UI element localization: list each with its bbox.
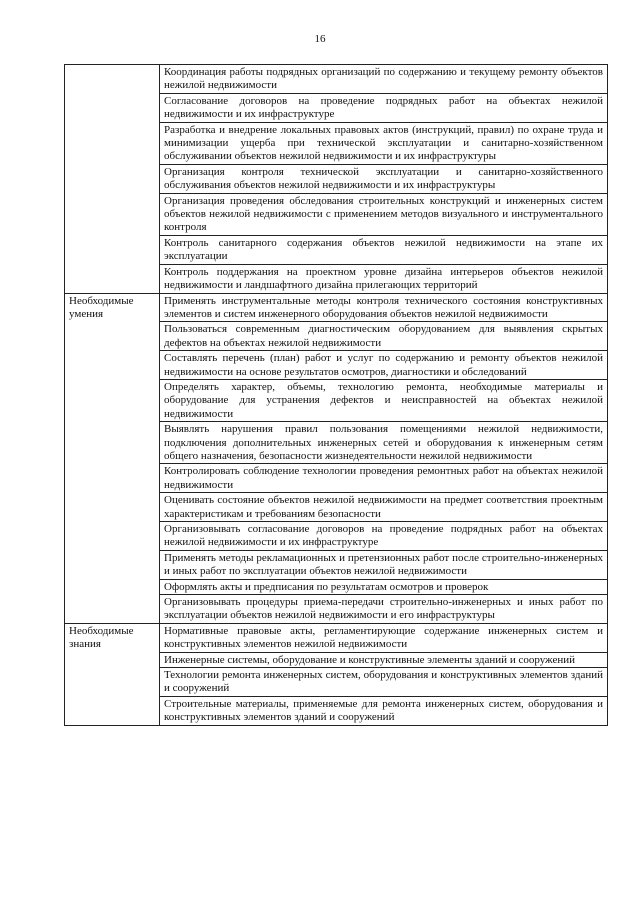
table-row bbox=[65, 623, 608, 652]
requirement-item: Пользоваться современным диагностическим оборудованием для выявления скрытых дефектов на объектах нежилой недвижимости bbox=[160, 322, 608, 351]
requirement-item: Координация работы подрядных организаций по содержанию и текущему ремонту объектов нежилой недвижимости bbox=[160, 65, 608, 94]
section-label: Необходимые знания bbox=[65, 623, 160, 725]
page-number: 16 bbox=[314, 33, 326, 45]
qualification-table bbox=[64, 64, 608, 726]
requirement-item: Организация контроля технической эксплуатации и санитарно-хозяйственного обслуживания объектов нежилой недвижимости и их инфраструктуры bbox=[160, 164, 608, 193]
requirement-item: Контроль санитарного содержания объектов нежилой недвижимости на этапе их эксплуатации bbox=[160, 235, 608, 264]
requirement-item: Оформлять акты и предписания по результатам осмотров и проверок bbox=[160, 579, 608, 594]
requirement-item: Нормативные правовые акты, регламентирующие содержание инженерных систем и конструктивных элементов нежилой недвижимости bbox=[160, 623, 608, 652]
requirement-item: Разработка и внедрение локальных правовых актов (инструкций, правил) по охране труда и минимизации ущерба при технической эксплуатации и санитарно-хозяйственном обслуживании объектов нежилой недвижимости и их инфраструктуры bbox=[160, 122, 608, 164]
requirement-item: Организовывать согласование договоров на проведение подрядных работ на объектах нежилой недвижимости и их инфраструктуре bbox=[160, 522, 608, 551]
requirement-item: Строительные материалы, применяемые для ремонта инженерных систем, оборудования и конструктивных элементов зданий и сооружений bbox=[160, 696, 608, 725]
requirement-item: Технологии ремонта инженерных систем, оборудования и конструктивных элементов зданий и сооружений bbox=[160, 668, 608, 697]
requirement-item: Применять инструментальные методы контроля технического состояния конструктивных элементов и систем инженерного оборудования объектов нежилой недвижимости bbox=[160, 293, 608, 322]
requirement-item: Контроль поддержания на проектном уровне дизайна интерьеров объектов нежилой недвижимости и ландшафтного дизайна прилегающих территорий bbox=[160, 264, 608, 293]
requirement-item: Применять методы рекламационных и претензионных работ после строительно-инженерных и иных работ по эксплуатации объектов нежилой недвижимости bbox=[160, 550, 608, 579]
requirement-item: Определять характер, объемы, технологию ремонта, необходимые материалы и оборудование для устранения дефектов и неисправностей на объектах нежилой недвижимости bbox=[160, 379, 608, 421]
requirement-item: Организация проведения обследования строительных конструкций и инженерных систем объектов нежилой недвижимости с применением методов визуального и инструментального контроля bbox=[160, 193, 608, 235]
requirement-item: Оценивать состояние объектов нежилой недвижимости на предмет соответствия проектным характеристикам и требованиям безопасности bbox=[160, 493, 608, 522]
requirement-item: Согласование договоров на проведение подрядных работ на объектах нежилой недвижимости и их инфраструктуре bbox=[160, 93, 608, 122]
requirement-item: Составлять перечень (план) работ и услуг по содержанию и ремонту объектов нежилой недвижимости на основе результатов осмотров, диагностики и обследований bbox=[160, 351, 608, 380]
requirement-item: Выявлять нарушения правил пользования помещениями нежилой недвижимости, подключения дополнительных инженерных сетей и оборудования к инженерным сетям общего назначения, безопасности жизнедеятельности нежилой недвижимости bbox=[160, 422, 608, 464]
table-body bbox=[65, 65, 608, 726]
section-label: Необходимые умения bbox=[65, 293, 160, 623]
section-label bbox=[65, 65, 160, 294]
table-row bbox=[65, 293, 608, 322]
requirement-item: Инженерные системы, оборудование и конструктивные элементы зданий и сооружений bbox=[160, 652, 608, 667]
requirement-item: Организовывать процедуры приема-передачи строительно-инженерных и иных работ по эксплуатации объектов нежилой недвижимости и его инфраструктуры bbox=[160, 595, 608, 624]
requirement-item: Контролировать соблюдение технологии проведения ремонтных работ на объектах нежилой недвижимости bbox=[160, 464, 608, 493]
table-row bbox=[65, 65, 608, 94]
